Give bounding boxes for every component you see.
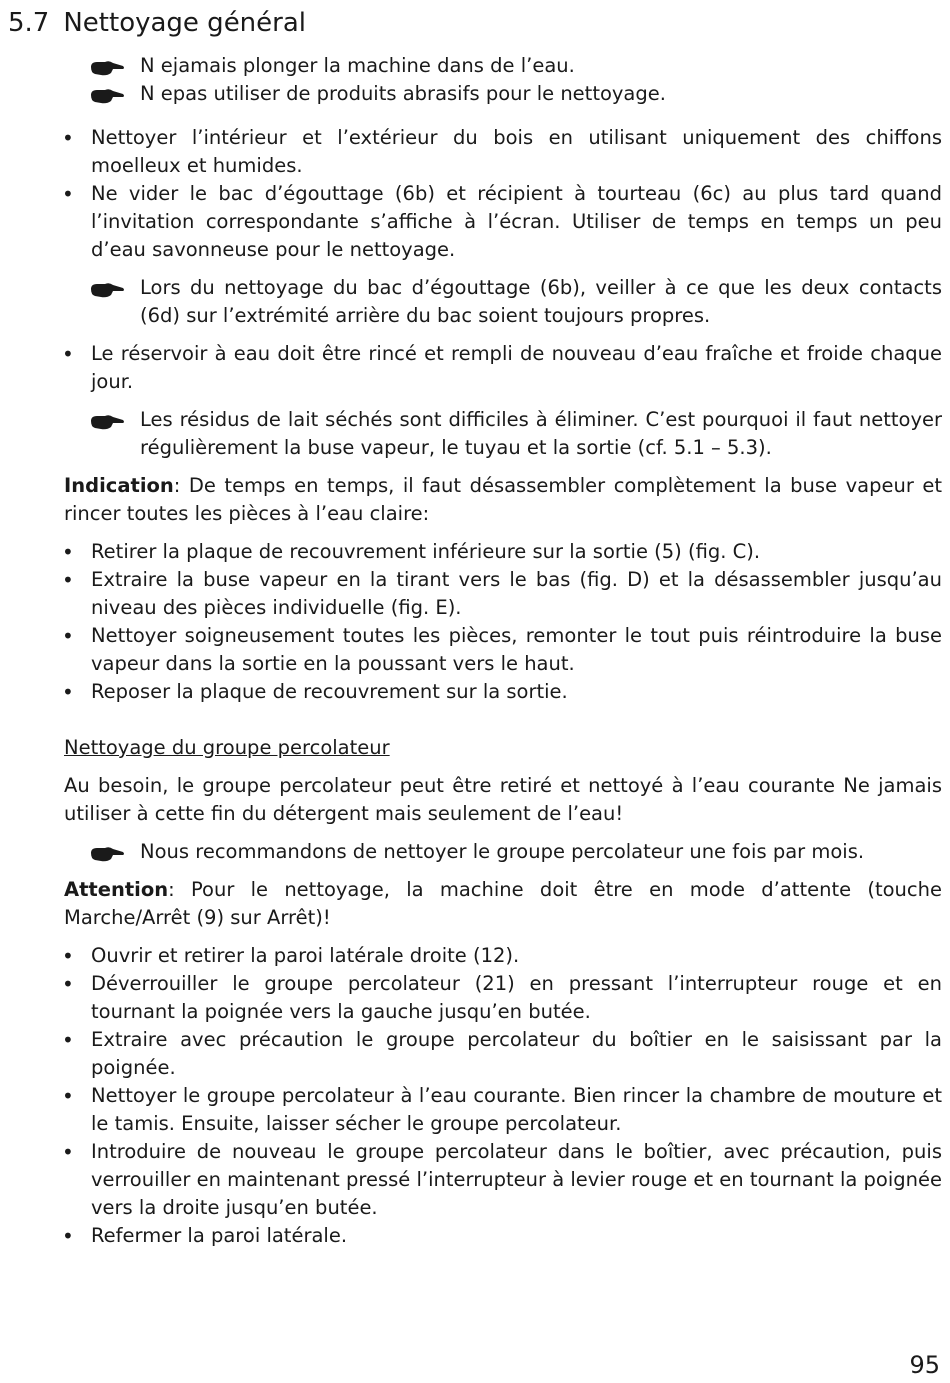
section-number: 5.7 xyxy=(8,8,50,38)
note-item xyxy=(63,838,942,866)
list-item: • Ouvrir et retirer la paroi latérale droite (12). xyxy=(64,942,942,970)
note-text: Lors du nettoyage du bac d’égouttage (6b), veiller à ce que les deux contacts (6d) sur l’extrémité arrière du bac soient toujours propres. xyxy=(140,276,942,327)
pointing-hand-icon xyxy=(89,86,125,106)
note-text: N ejamais plonger la machine dans de l’eau. xyxy=(140,54,575,77)
list-item: • Ne vider le bac d’égouttage (6b) et récipient à tourteau (6c) au plus tard quand l’invitation correspondante s’affiche à l’écran. Utiliser de temps en temps un peu d’eau savonneuse pour le nettoyage. xyxy=(64,180,942,264)
indication-paragraph xyxy=(64,472,942,528)
attention-text: : Pour le nettoyage, la machine doit être en mode d’attente (touche Marche/Arrêt (9) sur Arrêt)! xyxy=(64,878,942,929)
list-item: • Extraire avec précaution le groupe percolateur du boîtier en le saisissant par la poignée. xyxy=(64,1026,942,1082)
note-item xyxy=(63,52,942,80)
note-item xyxy=(63,80,942,108)
list-item: • Nettoyer soigneusement toutes les pièces, remonter le tout puis réintroduire la buse vapeur dans la sortie en la poussant vers le haut. xyxy=(64,622,942,678)
note-text: N epas utiliser de produits abrasifs pour le nettoyage. xyxy=(140,82,666,105)
list-item: • Déverrouiller le groupe percolateur (21) en pressant l’interrupteur rouge et en tournant la poignée vers la gauche jusqu’en butée. xyxy=(64,970,942,1026)
group-paragraph: Au besoin, le groupe percolateur peut être retiré et nettoyé à l’eau courante Ne jamais utiliser à cette fin du détergent mais seulement de l’eau! xyxy=(64,774,942,825)
note-text: Nous recommandons de nettoyer le groupe percolateur une fois par mois. xyxy=(140,840,865,863)
pointing-hand-icon xyxy=(89,844,125,864)
bullet-list xyxy=(64,340,942,396)
note-text: Les résidus de lait séchés sont difficiles à éliminer. C’est pourquoi il faut nettoyer régulièrement la buse vapeur, le tuyau et la sortie (cf. 5.1 – 5.3). xyxy=(140,408,942,459)
pointing-hand-icon xyxy=(89,280,125,300)
indication-label: Indication xyxy=(64,474,174,497)
page-content xyxy=(64,52,942,1250)
list-item: • Retirer la plaque de recouvrement inférieure sur la sortie (5) (fig. C). xyxy=(64,538,942,566)
page-number: 95 xyxy=(909,1351,940,1379)
subheading: Nettoyage du groupe percolateur xyxy=(64,736,390,759)
attention-paragraph xyxy=(64,876,942,932)
list-item: • Reposer la plaque de recouvrement sur la sortie. xyxy=(64,678,942,706)
note-item xyxy=(63,274,942,330)
list-item: • Nettoyer l’intérieur et l’extérieur du bois en utilisant uniquement des chiffons moelleux et humides. xyxy=(64,124,942,180)
list-item: • Le réservoir à eau doit être rincé et rempli de nouveau d’eau fraîche et froide chaque jour. xyxy=(64,340,942,396)
note-item xyxy=(63,406,942,462)
list-item: • Introduire de nouveau le groupe percolateur dans le boîtier, avec précaution, puis verrouiller en maintenant pressé l’interrupteur à levier rouge et en tournant la poignée vers la droite jusqu’en butée. xyxy=(64,1138,942,1222)
bullet-list xyxy=(64,942,942,1250)
bullet-list xyxy=(64,538,942,706)
section-heading xyxy=(8,6,306,40)
list-item: • Extraire la buse vapeur en la tirant vers le bas (fig. D) et la désassembler jusqu’au niveau des pièces individuelle (fig. E). xyxy=(64,566,942,622)
list-item: • Refermer la paroi latérale. xyxy=(64,1222,942,1250)
bullet-list xyxy=(64,124,942,264)
pointing-hand-icon xyxy=(89,412,125,432)
indication-text: : De temps en temps, il faut désassembler complètement la buse vapeur et rincer toutes les pièces à l’eau claire: xyxy=(64,474,942,525)
section-title: Nettoyage général xyxy=(63,8,307,38)
list-item: • Nettoyer le groupe percolateur à l’eau courante. Bien rincer la chambre de mouture et le tamis. Ensuite, laisser sécher le groupe percolateur. xyxy=(64,1082,942,1138)
attention-label: Attention xyxy=(64,878,169,901)
pointing-hand-icon xyxy=(89,58,125,78)
